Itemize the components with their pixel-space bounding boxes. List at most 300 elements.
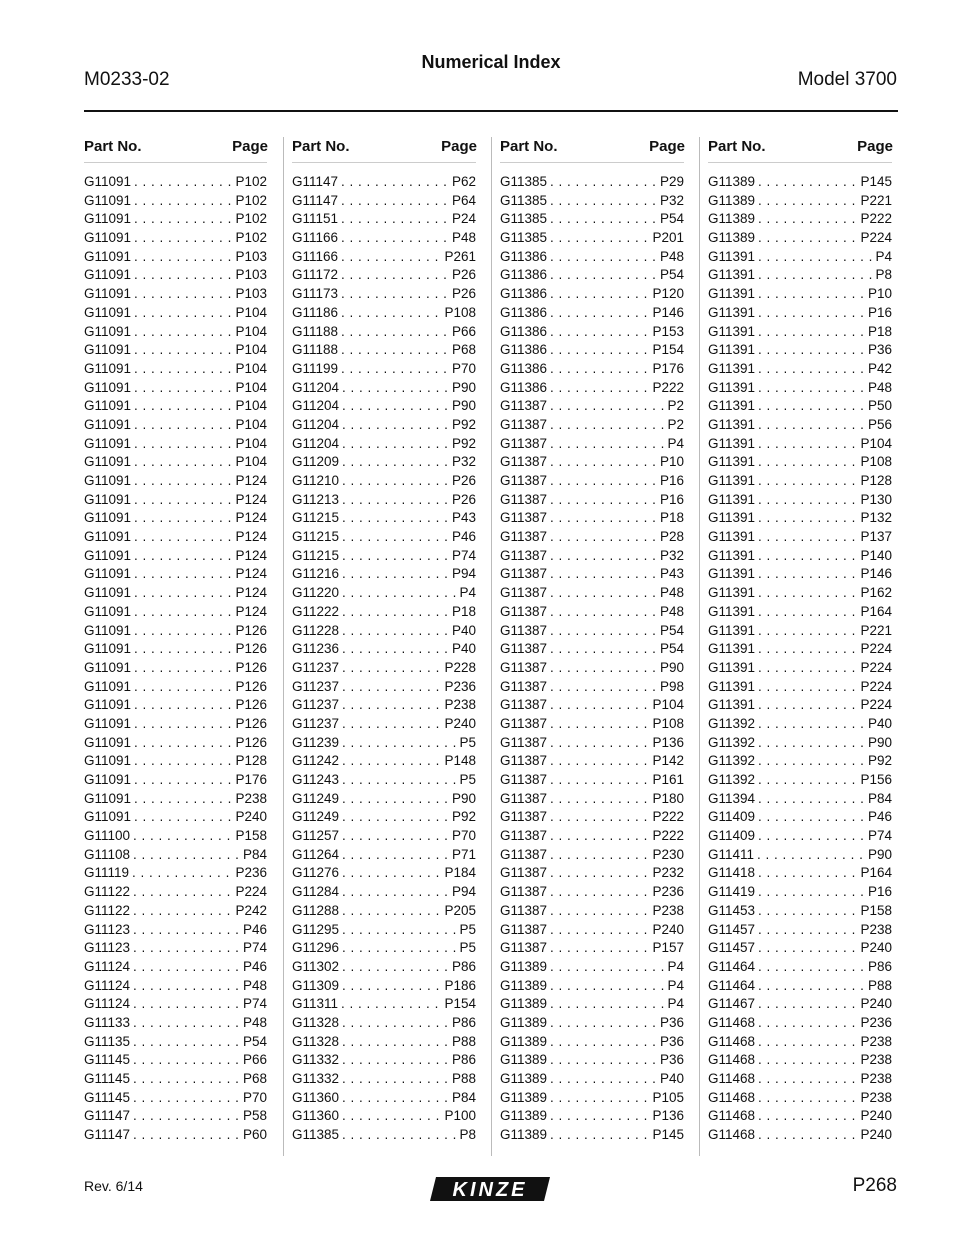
index-row — [708, 1014, 892, 1033]
page-reference: P24 — [451, 211, 476, 227]
index-row — [292, 902, 476, 921]
dot-leader — [758, 678, 857, 697]
part-number: G11387 — [500, 772, 548, 787]
page-reference: P104 — [860, 435, 892, 451]
index-row — [500, 977, 684, 996]
index-row — [500, 678, 684, 697]
part-number: G11387 — [500, 753, 548, 769]
index-row — [708, 248, 892, 267]
part-number: G11186 — [292, 304, 339, 320]
page-reference: P146 — [652, 304, 684, 320]
page-reference: P86 — [451, 1014, 476, 1030]
part-number: G11124 — [84, 977, 131, 993]
dot-leader — [133, 995, 240, 1014]
index-row — [292, 472, 476, 491]
dot-leader — [550, 472, 657, 491]
index-row — [84, 1051, 267, 1070]
dot-leader — [133, 977, 240, 996]
page-reference: P126 — [235, 734, 267, 750]
part-number: G11387 — [500, 473, 548, 488]
dot-leader — [133, 1014, 240, 1033]
part-number: G11091 — [84, 547, 132, 563]
page-reference: P164 — [860, 603, 892, 619]
page-reference: P124 — [235, 491, 267, 507]
page-reference: P54 — [242, 1033, 267, 1049]
dot-leader — [342, 565, 449, 584]
dot-leader — [550, 1107, 649, 1126]
index-row — [292, 790, 476, 809]
index-row — [84, 435, 267, 454]
index-row — [708, 734, 892, 753]
part-number: G11391 — [708, 491, 756, 507]
dot-leader — [342, 734, 456, 753]
index-row — [708, 1089, 892, 1108]
part-number: G11276 — [292, 865, 340, 881]
page-reference: P26 — [451, 286, 476, 302]
page-reference: P145 — [860, 174, 892, 189]
dot-leader — [550, 771, 649, 790]
dot-leader — [134, 771, 232, 790]
index-row — [708, 229, 892, 248]
part-number: G11385 — [500, 211, 548, 227]
header-rule — [84, 110, 898, 112]
index-row — [708, 752, 892, 771]
dot-leader — [550, 397, 664, 416]
index-row — [708, 285, 892, 304]
index-row — [84, 846, 267, 865]
page-reference: P221 — [860, 622, 892, 638]
index-row — [292, 678, 476, 697]
index-row — [292, 977, 476, 996]
part-number: G11222 — [292, 603, 340, 619]
index-row — [500, 528, 684, 547]
part-number: G11147 — [84, 1108, 131, 1124]
dot-leader — [134, 397, 232, 416]
page-reference: P74 — [242, 940, 267, 956]
dot-leader — [342, 790, 449, 809]
page-reference: P145 — [652, 1127, 684, 1143]
page-reference: P54 — [659, 267, 684, 283]
part-number: G11387 — [500, 828, 548, 844]
part-number: G11392 — [708, 715, 756, 731]
dot-leader — [758, 229, 857, 248]
index-row — [292, 808, 476, 827]
page-reference: P48 — [451, 230, 476, 246]
page-reference: P5 — [459, 940, 476, 956]
part-number: G11391 — [708, 416, 756, 432]
part-no-heading: Part No. — [708, 138, 766, 155]
page-reference: P90 — [867, 734, 892, 750]
dot-leader — [550, 379, 649, 398]
dot-leader — [550, 509, 657, 528]
page-reference: P158 — [235, 828, 267, 844]
index-row — [500, 1070, 684, 1089]
dot-leader — [758, 341, 865, 360]
part-number: G11295 — [292, 921, 340, 937]
part-number: G11389 — [708, 192, 756, 208]
part-number: G11204 — [292, 398, 340, 414]
part-number: G11387 — [500, 865, 548, 881]
index-row — [708, 435, 892, 454]
dot-leader — [133, 902, 232, 921]
page-reference: P104 — [235, 360, 267, 376]
index-row — [84, 323, 267, 342]
page-reference: P36 — [659, 1052, 684, 1068]
index-row — [708, 1107, 892, 1126]
page-reference: P16 — [867, 884, 892, 900]
page-reference: P126 — [235, 641, 267, 657]
index-row — [292, 266, 476, 285]
dot-leader — [342, 883, 449, 902]
page-reference: P128 — [860, 473, 892, 488]
dot-leader — [758, 1070, 857, 1089]
dot-leader — [758, 696, 857, 715]
dot-leader — [134, 622, 232, 641]
dot-leader — [550, 210, 657, 229]
page-reference: P137 — [860, 529, 892, 545]
page-reference: P71 — [451, 846, 476, 862]
index-row — [500, 547, 684, 566]
index-row — [500, 248, 684, 267]
part-number: G11387 — [500, 940, 548, 956]
part-number: G11264 — [292, 846, 340, 862]
dot-leader — [758, 210, 857, 229]
index-row — [500, 995, 684, 1014]
dot-leader — [342, 771, 456, 790]
index-row — [292, 827, 476, 846]
dot-leader — [758, 790, 865, 809]
dot-leader — [134, 360, 232, 379]
dot-leader — [758, 939, 857, 958]
dot-leader — [758, 323, 865, 342]
page-reference: P62 — [451, 174, 476, 189]
page-reference: P70 — [242, 1089, 267, 1105]
part-number: G11091 — [84, 248, 132, 264]
part-number: G11133 — [84, 1014, 131, 1030]
index-row — [708, 453, 892, 472]
document-number: M0233-02 — [84, 69, 170, 90]
part-number: G11391 — [708, 622, 756, 638]
part-number: G11468 — [708, 1033, 756, 1049]
dot-leader — [341, 285, 449, 304]
index-row — [292, 752, 476, 771]
page-reference: P238 — [860, 921, 892, 937]
dot-leader — [134, 341, 232, 360]
page-reference: P48 — [659, 248, 684, 264]
dot-leader — [342, 958, 449, 977]
page-reference: P103 — [235, 248, 267, 264]
page-reference: P84 — [867, 790, 892, 806]
page-reference: P236 — [652, 884, 684, 900]
index-row — [292, 173, 476, 192]
dot-leader — [550, 192, 657, 211]
part-number: G11386 — [500, 286, 548, 302]
page-reference: P36 — [659, 1033, 684, 1049]
dot-leader — [758, 734, 865, 753]
index-row — [84, 491, 267, 510]
index-row — [84, 827, 267, 846]
part-number: G11166 — [292, 248, 339, 264]
part-number: G11147 — [84, 1127, 131, 1143]
part-no-heading: Part No. — [84, 138, 142, 155]
index-row — [500, 790, 684, 809]
part-number: G11389 — [500, 1052, 548, 1068]
part-number: G11237 — [292, 697, 340, 713]
dot-leader — [342, 715, 441, 734]
part-number: G11392 — [708, 753, 756, 769]
index-row — [84, 977, 267, 996]
dot-leader — [134, 323, 232, 342]
index-row — [500, 472, 684, 491]
index-row — [500, 864, 684, 883]
page-reference: P90 — [451, 790, 476, 806]
index-row — [84, 939, 267, 958]
page-reference: P5 — [459, 921, 476, 937]
part-number: G11389 — [500, 996, 548, 1012]
page-reference: P238 — [235, 790, 267, 806]
page-reference: P66 — [451, 323, 476, 339]
dot-leader — [550, 734, 649, 753]
index-row — [500, 622, 684, 641]
part-number: G11091 — [84, 622, 132, 638]
page-reference: P40 — [867, 715, 892, 731]
dot-leader — [134, 790, 232, 809]
dot-leader — [550, 491, 657, 510]
column-divider — [491, 137, 492, 1156]
dot-leader — [341, 229, 449, 248]
index-row — [292, 734, 476, 753]
index-row — [292, 229, 476, 248]
page-reference: P224 — [860, 678, 892, 694]
page-reference: P105 — [652, 1089, 684, 1105]
dot-leader — [758, 1033, 857, 1052]
index-row — [84, 210, 267, 229]
dot-leader — [550, 958, 664, 977]
dot-leader — [342, 453, 449, 472]
part-number: G11151 — [292, 211, 339, 227]
dot-leader — [134, 659, 232, 678]
index-row — [292, 323, 476, 342]
index-row — [708, 341, 892, 360]
part-number: G11391 — [708, 603, 756, 619]
dot-leader — [758, 640, 857, 659]
part-number: G11091 — [84, 678, 132, 694]
index-row — [84, 622, 267, 641]
part-number: G11091 — [84, 323, 132, 339]
part-number: G11119 — [84, 865, 130, 881]
part-number: G11391 — [708, 398, 756, 414]
page-reference: P5 — [459, 734, 476, 750]
page-reference: P32 — [659, 192, 684, 208]
index-row — [500, 285, 684, 304]
page-reference: P126 — [235, 622, 267, 638]
page-reference: P222 — [652, 828, 684, 844]
page-reference: P124 — [235, 585, 267, 601]
page-reference: P68 — [242, 1071, 267, 1086]
index-row — [708, 1051, 892, 1070]
part-number: G11389 — [500, 1127, 548, 1143]
dot-leader — [342, 1033, 449, 1052]
page-reference: P48 — [659, 603, 684, 619]
dot-leader — [342, 902, 441, 921]
index-row — [708, 902, 892, 921]
dot-leader — [341, 248, 441, 267]
dot-leader — [342, 659, 441, 678]
svg-text:KINZE: KINZE — [452, 1179, 528, 1201]
part-number: G11243 — [292, 772, 340, 787]
part-number: G11091 — [84, 174, 132, 189]
index-row — [84, 229, 267, 248]
dot-leader — [550, 715, 649, 734]
page-reference: P240 — [860, 940, 892, 956]
page-reference: P224 — [860, 230, 892, 246]
dot-leader — [550, 921, 649, 940]
page-reference: P86 — [867, 958, 892, 974]
index-row — [708, 472, 892, 491]
page-reference: P92 — [451, 435, 476, 451]
page-reference: P238 — [444, 697, 476, 713]
index-row — [708, 808, 892, 827]
page-reference: P90 — [451, 398, 476, 414]
part-number: G11387 — [500, 529, 548, 545]
page-reference: P48 — [242, 1014, 267, 1030]
page-reference: P158 — [860, 902, 892, 918]
column-header — [84, 132, 267, 163]
part-number: G11387 — [500, 435, 548, 451]
dot-leader — [550, 808, 649, 827]
index-row — [292, 1070, 476, 1089]
part-number: G11091 — [84, 454, 132, 470]
index-row — [500, 640, 684, 659]
dot-leader — [342, 1014, 449, 1033]
part-number: G11468 — [708, 1071, 756, 1086]
part-number: G11328 — [292, 1014, 340, 1030]
dot-leader — [342, 640, 449, 659]
page-reference: P120 — [652, 286, 684, 302]
part-number: G11391 — [708, 547, 756, 563]
index-row — [708, 790, 892, 809]
index-row — [708, 304, 892, 323]
dot-leader — [341, 341, 449, 360]
index-row — [500, 1107, 684, 1126]
part-number: G11124 — [84, 958, 131, 974]
page-reference: P104 — [235, 398, 267, 414]
index-row — [500, 173, 684, 192]
index-row — [292, 453, 476, 472]
page-reference: P205 — [444, 902, 476, 918]
index-row — [500, 397, 684, 416]
part-number: G11100 — [84, 828, 131, 844]
page-reference: P46 — [242, 958, 267, 974]
page-number: P268 — [852, 1175, 897, 1196]
part-number: G11123 — [84, 940, 131, 956]
page-reference: P26 — [451, 491, 476, 507]
page-reference: P153 — [652, 323, 684, 339]
index-row — [84, 285, 267, 304]
dot-leader — [758, 921, 857, 940]
dot-leader — [341, 173, 449, 192]
page-reference: P48 — [867, 379, 892, 395]
part-number: G11091 — [84, 491, 132, 507]
part-number: G11236 — [292, 641, 340, 657]
page-reference: P46 — [451, 529, 476, 545]
part-number: G11257 — [292, 828, 340, 844]
page-reference: P74 — [451, 547, 476, 563]
index-row — [292, 995, 476, 1014]
dot-leader — [550, 1033, 657, 1052]
part-number: G11386 — [500, 323, 548, 339]
index-row — [708, 771, 892, 790]
index-row — [292, 528, 476, 547]
index-row — [500, 771, 684, 790]
page-reference: P124 — [235, 603, 267, 619]
index-row — [500, 379, 684, 398]
part-number: G11147 — [292, 192, 339, 208]
dot-leader — [134, 192, 232, 211]
part-number: G11091 — [84, 379, 132, 395]
part-number: G11145 — [84, 1052, 131, 1068]
index-row — [84, 734, 267, 753]
page-reference: P18 — [451, 603, 476, 619]
index-row — [84, 678, 267, 697]
dot-leader — [550, 416, 664, 435]
dot-leader — [550, 827, 649, 846]
column-divider — [283, 137, 284, 1156]
page-reference: P140 — [860, 547, 892, 563]
index-row — [84, 472, 267, 491]
index-row — [292, 640, 476, 659]
index-row — [292, 771, 476, 790]
dot-leader — [758, 958, 865, 977]
index-row — [84, 379, 267, 398]
page-reference: P176 — [235, 772, 267, 787]
page-reference: P66 — [242, 1052, 267, 1068]
index-row — [708, 603, 892, 622]
part-number: G11391 — [708, 566, 756, 582]
page-reference: P102 — [235, 192, 267, 208]
dot-leader — [758, 266, 872, 285]
part-number: G11145 — [84, 1089, 131, 1105]
part-number: G11328 — [292, 1033, 340, 1049]
dot-leader — [134, 678, 232, 697]
index-row — [292, 285, 476, 304]
part-number: G11457 — [708, 921, 756, 937]
page-reference: P164 — [860, 865, 892, 881]
index-row — [500, 883, 684, 902]
dot-leader — [758, 622, 857, 641]
page-reference: P236 — [860, 1014, 892, 1030]
dot-leader — [758, 397, 865, 416]
dot-leader — [134, 528, 232, 547]
part-number: G11387 — [500, 603, 548, 619]
index-row — [292, 397, 476, 416]
index-row — [84, 790, 267, 809]
index-row — [708, 640, 892, 659]
part-number: G11124 — [84, 996, 131, 1012]
index-row — [708, 958, 892, 977]
dot-leader — [550, 547, 657, 566]
page-reference: P224 — [860, 641, 892, 657]
page-reference: P48 — [659, 585, 684, 601]
part-number: G11392 — [708, 772, 756, 787]
dot-leader — [758, 192, 857, 211]
page-reference: P26 — [451, 267, 476, 283]
page-reference: P154 — [444, 996, 476, 1012]
index-row — [500, 210, 684, 229]
page-reference: P32 — [659, 547, 684, 563]
part-number: G11215 — [292, 547, 340, 563]
dot-leader — [550, 995, 664, 1014]
